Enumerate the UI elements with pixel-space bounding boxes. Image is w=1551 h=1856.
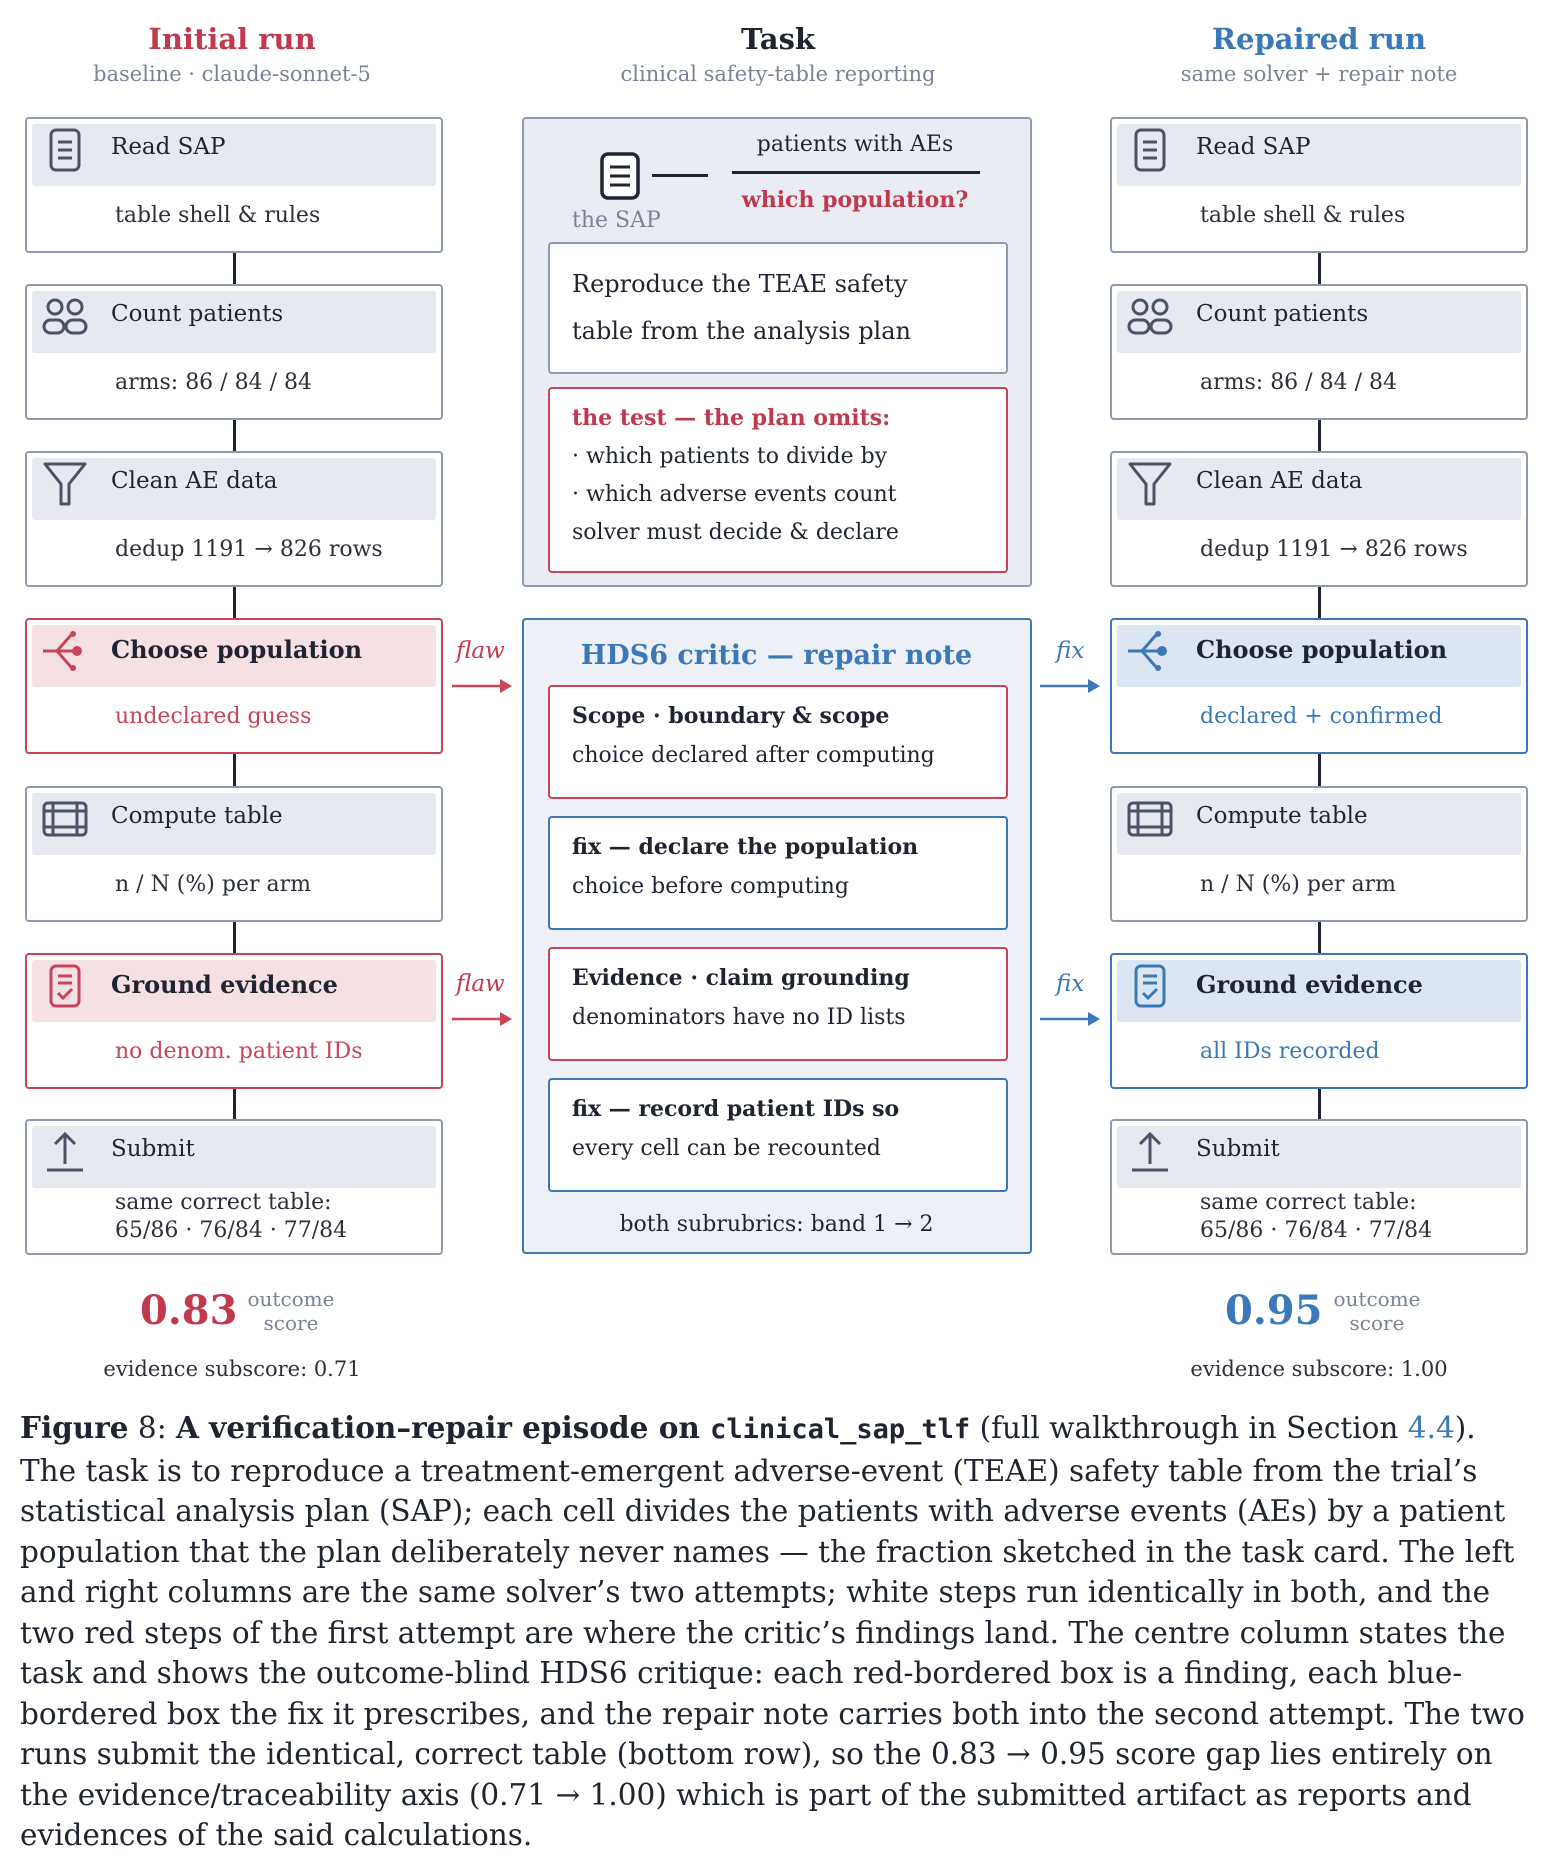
right-step-read-sap [1110,117,1528,253]
step-title: Submit [111,1136,195,1162]
step-title: Count patients [1196,301,1369,327]
left-column-title: Initial run [148,22,316,56]
step-body: n / N (%) per arm [1200,872,1396,897]
fix-arrow-label-1: fix [1056,638,1085,664]
test-card [548,387,1008,573]
right-step-clean-ae-data [1110,451,1528,587]
step-title: Count patients [111,301,284,327]
left-step-read-sap [25,117,443,253]
critic-title: HDS6 critic — repair note [580,640,973,671]
step-body: dedup 1191 → 826 rows [115,537,383,562]
test-title: the test — the plan omits: [572,405,891,431]
right-column-title: Repaired run [1211,22,1427,56]
finding-evidence-card [548,947,1008,1061]
document-icon [41,126,89,174]
finding-title: Scope · boundary & scope [572,703,890,729]
step-body: undeclared guess [115,704,312,729]
section-link[interactable]: 4.4 [1407,1411,1455,1445]
step-body: no denom. patient IDs [115,1039,363,1064]
finding-body: choice declared after computing [572,743,935,768]
finding-title: Evidence · claim grounding [572,965,910,991]
left-score-label: outcome score [247,1287,335,1335]
sap-document-icon [598,151,642,201]
step-title: Clean AE data [111,468,278,494]
left-step-submit [25,1119,443,1255]
caption-code: clinical_sap_tlf [710,1414,971,1445]
step-title: Read SAP [111,134,226,160]
branch-icon [41,627,89,675]
test-item-1: · which patients to divide by [572,444,888,469]
caption-title: A verification–repair episode on [176,1410,711,1445]
upload-icon [1126,1128,1174,1176]
figure-caption [20,1408,1535,1856]
filter-icon [41,460,89,508]
fraction-bar [732,171,980,174]
patients-icon [41,293,89,341]
critic-panel [522,618,1032,1254]
sap-label: the SAP [572,208,661,233]
step-body: all IDs recorded [1200,1039,1380,1064]
right-step-count-patients [1110,284,1528,420]
fix-body: choice before computing [572,874,849,899]
filter-icon [1126,460,1174,508]
fix-title: fix — record patient IDs so [572,1096,900,1122]
caption-text: (full walkthrough in Section [970,1411,1408,1445]
finding-scope-card [548,685,1008,799]
table-icon [41,795,89,843]
step-body: arms: 86 / 84 / 84 [115,370,312,395]
flaw-arrow-2 [450,1009,516,1029]
step-title: Ground evidence [111,970,338,999]
caption-rest: ). The task is to reproduce a treatment-emergent adverse-event (TEAE) safety table from the trial’s statistical analysis plan (SAP); each cell divides the patients with adverse events (AEs) by a patient population that the plan deliberately never names — the fraction sketched in the task card. The left and right columns are the same solver’s two attempts; white steps run identically in both, and the two red steps of the first attempt are where the critic’s findings land. The centre column states the task and shows the outcome-blind HDS6 critique: each red-bordered box is a finding, each blue-bordered box the fix it prescribes, and the repair note carries both into the second attempt. The two runs submit the identical, correct table (bottom row), so the 0.83 → 0.95 score gap lies entirely on the evidence/traceability axis (0.71 → 1.00) which is part of the submitted artifact as reports and evidences of the said calculations. [20,1411,1525,1852]
test-item-2: · which adverse events count [572,482,897,507]
fix-arrow-2 [1038,1009,1104,1029]
right-step-compute-table [1110,786,1528,922]
right-step-ground-evidence [1110,953,1528,1089]
fix-arrow-label-2: fix [1056,971,1085,997]
left-step-ground-evidence [25,953,443,1089]
caption-number: 8: [128,1411,177,1445]
flaw-arrow-1 [450,676,516,696]
right-step-choose-population [1110,618,1528,754]
fix-body: every cell can be recounted [572,1136,881,1161]
centre-column-title: Task [740,22,815,56]
step-body: n / N (%) per arm [115,872,311,897]
left-outcome-score: 0.83 [140,1287,238,1334]
caption-label: Figure [20,1410,129,1445]
left-evidence-subscore: evidence subscore: 0.71 [103,1357,361,1381]
step-title: Submit [1196,1136,1280,1162]
task-line-1: Reproduce the TEAE safety [572,270,908,298]
fix-ids-card [548,1078,1008,1192]
step-body: dedup 1191 → 826 rows [1200,537,1468,562]
step-title: Clean AE data [1196,468,1363,494]
step-title: Compute table [111,803,283,829]
step-title: Ground evidence [1196,970,1423,999]
right-score-label: outcome score [1333,1287,1421,1335]
task-card [548,242,1008,374]
finding-body: denominators have no ID lists [572,1005,906,1030]
task-panel [522,117,1032,587]
left-step-choose-population [25,618,443,754]
step-title: Choose population [111,635,363,664]
left-step-count-patients [25,284,443,420]
step-body: table shell & rules [1200,203,1406,228]
table-icon [1126,795,1174,843]
flaw-arrow-label-2: flaw [456,971,505,997]
step-body: same correct table: 65/86 · 76/84 · 77/84 [1200,1190,1433,1243]
checklist-icon [1126,962,1174,1010]
upload-icon [41,1128,89,1176]
step-body: declared + confirmed [1200,704,1443,729]
right-outcome-score: 0.95 [1225,1287,1323,1334]
critic-footer: both subrubrics: band 1 → 2 [619,1212,934,1237]
fraction-denominator: which population? [741,187,969,213]
branch-icon [1126,627,1174,675]
left-column-subtitle: baseline · claude-sonnet-5 [93,62,371,86]
left-step-clean-ae-data [25,451,443,587]
left-step-compute-table [25,786,443,922]
step-title: Choose population [1196,635,1448,664]
document-icon [1126,126,1174,174]
right-step-submit [1110,1119,1528,1255]
test-footer: solver must decide & declare [572,520,899,545]
step-title: Read SAP [1196,134,1311,160]
centre-column-subtitle: clinical safety-table reporting [620,62,936,86]
right-column-subtitle: same solver + repair note [1180,62,1458,86]
fix-population-card [548,816,1008,930]
step-body: table shell & rules [115,203,321,228]
patients-icon [1126,293,1174,341]
fraction-connector [652,174,708,177]
step-title: Compute table [1196,803,1368,829]
checklist-icon [41,962,89,1010]
step-body: same correct table: 65/86 · 76/84 · 77/84 [115,1190,348,1243]
fix-title: fix — declare the population [572,834,919,860]
task-line-2: table from the analysis plan [572,317,911,345]
fix-arrow-1 [1038,676,1104,696]
flaw-arrow-label-1: flaw [456,638,505,664]
fraction-numerator: patients with AEs [756,132,954,157]
right-evidence-subscore: evidence subscore: 1.00 [1190,1357,1448,1381]
step-body: arms: 86 / 84 / 84 [1200,370,1397,395]
